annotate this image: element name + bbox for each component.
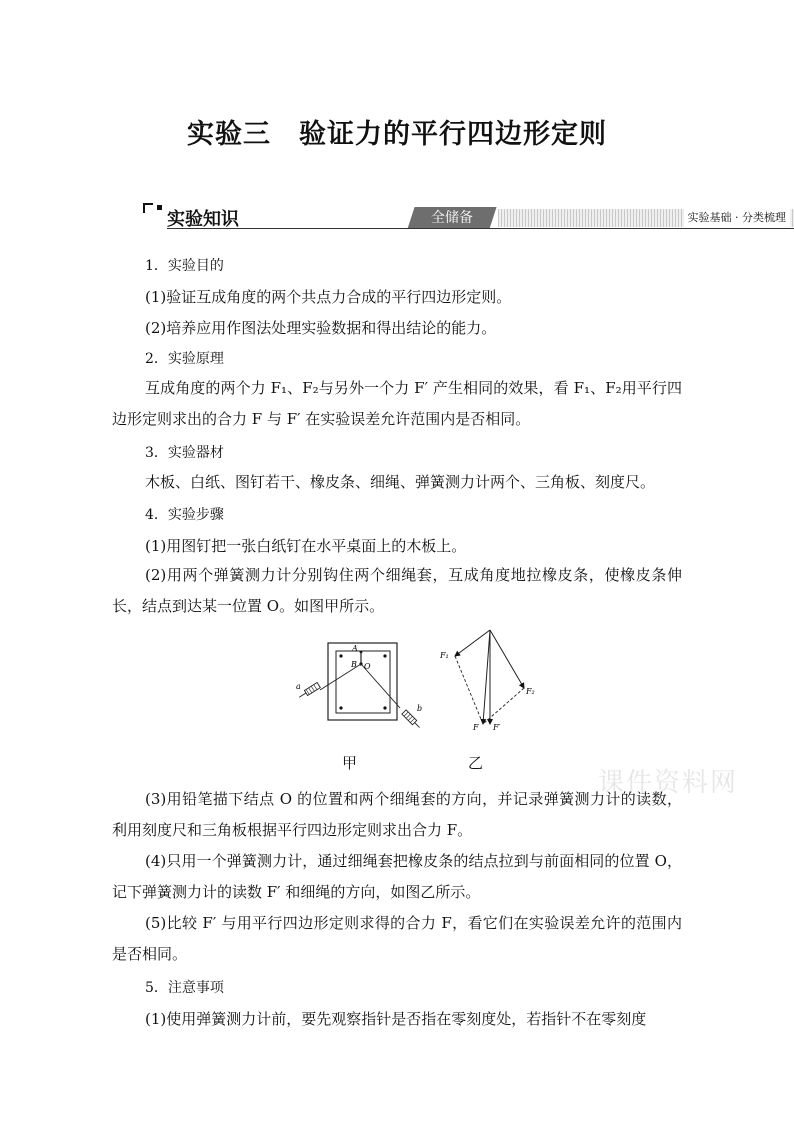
experiment-figure — [284, 624, 554, 732]
section-banner — [143, 203, 794, 231]
label-string-b: b — [417, 704, 423, 713]
label-f: F — [473, 723, 479, 732]
label-f1: F₁ — [440, 651, 449, 660]
square-bullet-icon — [157, 205, 162, 210]
pin-icon — [383, 706, 386, 709]
banner-tag-label: 全储备 — [431, 210, 473, 226]
banner-heading: 实验知识 — [167, 209, 239, 230]
section-4-step-5: (5)比较 F′ 与用平行四边形定则求得的合力 F，看它们在实验误差允许的范围内是否相同。 — [112, 914, 682, 963]
figure-caption-a: 甲 — [342, 754, 358, 772]
section-3-paragraph: 木板、白纸、图钉若干、橡皮条、细绳、弹簧测力计两个、三角板、刻度尺。 — [145, 473, 656, 491]
vector-f1 — [455, 630, 490, 656]
figure-caption-b: 乙 — [468, 754, 484, 772]
corner-mark-icon — [143, 203, 153, 213]
page-title: 实验三 验证力的平行四边形定则 — [187, 119, 607, 150]
label-o: O — [364, 662, 371, 671]
vector-f — [483, 630, 490, 724]
pin-icon — [339, 654, 342, 657]
section-4-step-1: (1)用图钉把一张白纸钉在水平桌面上的木板上。 — [145, 537, 467, 555]
section-4-step-3: (3)用铅笔描下结点 O 的位置和两个细绳套的方向，并记录弹簧测力计的读数，利用刻度尺和三角板根据平行四边形定则求出合力 F。 — [112, 790, 682, 839]
label-f2: F₂ — [526, 687, 535, 696]
banner-subtitle: 实验基础 · 分类梳理 — [684, 209, 791, 227]
section-2-heading: 2．实验原理 — [145, 351, 224, 367]
section-5-heading: 5．注意事项 — [145, 980, 224, 996]
watermark: 课件资料网 — [598, 768, 739, 798]
banner-tag — [407, 207, 496, 229]
label-f-prime: F′ — [493, 723, 501, 732]
banner-divider — [167, 228, 794, 229]
spring-scale-a-icon — [298, 683, 321, 700]
label-b: B — [351, 660, 357, 669]
section-2-paragraph: 互成角度的两个力 F₁、F₂与另外一个力 F′ 产生相同的效果，看 F₁、F₂用平行四边形定则求出的合力 F 与 F′ 在实验误差允许范围内是否相同。 — [112, 379, 682, 428]
section-4-heading: 4．实验步骤 — [145, 507, 224, 523]
pin-icon — [339, 706, 342, 709]
pin-icon — [383, 654, 386, 657]
section-5-line-1: (1)使用弹簧测力计前，要先观察指针是否指在零刻度处，若指针不在零刻度 — [145, 1010, 647, 1028]
section-4-step-4: (4)只用一个弹簧测力计，通过细绳套把橡皮条的结点拉到与前面相同的位置 O，记下弹簧测力计的读数 F′ 和细绳的方向，如图乙所示。 — [112, 852, 682, 901]
vector-f2 — [490, 630, 524, 688]
section-1-line-2: (2)培养应用作图法处理实验数据和得出结论的能力。 — [145, 319, 497, 337]
section-1-line-1: (1)验证互成角度的两个共点力合成的平行四边形定则。 — [145, 288, 512, 306]
section-3-heading: 3．实验器材 — [145, 445, 224, 461]
board-outer — [328, 643, 397, 720]
dashed-side-2 — [483, 688, 524, 724]
section-1-heading: 1．实验目的 — [145, 258, 224, 274]
paper-sheet — [336, 651, 390, 713]
label-a: A — [352, 644, 358, 653]
section-4-step-2: (2)用两个弹簧测力计分别钩住两个细绳套，互成角度地拉橡皮条，使橡皮条伸长，结点到达某一位置 O。如图甲所示。 — [112, 566, 682, 615]
label-string-a: a — [296, 682, 301, 691]
dashed-side-1 — [455, 656, 483, 724]
